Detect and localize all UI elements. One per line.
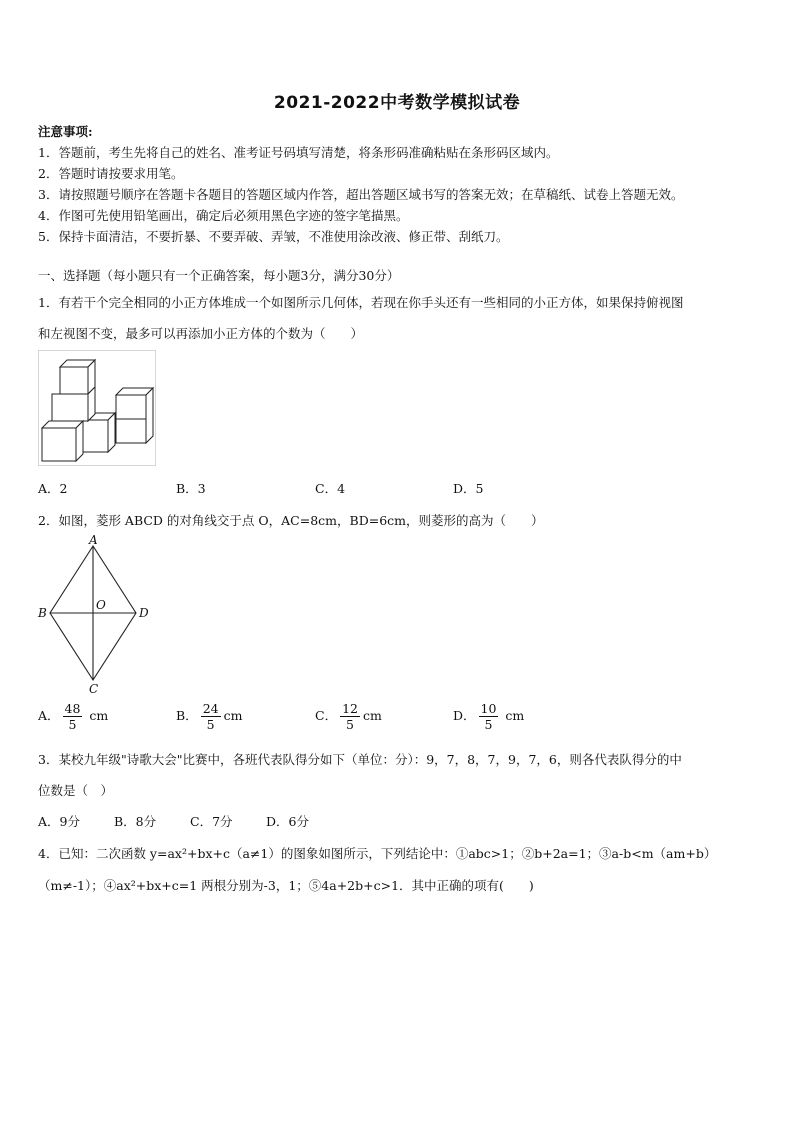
page-title: 2021-2022中考数学模拟试卷 (273, 93, 521, 113)
q2-option-d-unit: cm (505, 708, 525, 723)
q1-option-b[interactable]: B．3 (176, 481, 206, 496)
q1-option-c[interactable]: C．4 (315, 481, 346, 496)
q4-text-line2: （m≠-1）；④ax²+bx+c=1 两根分别为-3，1；⑤4a+2b+c>1．其中正确的项有( ) (38, 878, 534, 893)
q2-option-d-letter: D． (453, 708, 476, 723)
note-item-4: 4．作图可先使用铅笔画出，确定后必须用黑色字迹的签字笔描黑。 (38, 208, 409, 223)
vertex-label-a: A (89, 533, 98, 547)
q1-option-d[interactable]: D．5 (453, 481, 484, 496)
q2-option-c-letter: C． (315, 708, 338, 723)
q2-option-a[interactable] (38, 701, 108, 732)
q2-option-a-letter: A． (38, 708, 60, 723)
vertex-label-c: C (89, 682, 99, 696)
section-heading: 一、选择题（每小题只有一个正确答案，每小题3分，满分30分） (38, 268, 400, 283)
q2-option-b-fraction (201, 701, 221, 732)
note-item-1: 1．答题前，考生先将自己的姓名、准考证号码填写清楚，将条形码准确粘贴在条形码区域内。 (38, 145, 559, 160)
rhombus-figure (36, 532, 156, 698)
q2-option-b-numerator: 24 (202, 701, 219, 716)
q2-option-d-numerator: 10 (480, 701, 497, 716)
q2-option-b[interactable] (176, 701, 242, 732)
vertex-label-b: B (38, 606, 47, 620)
cubes-figure (38, 350, 156, 466)
q2-option-a-unit: cm (89, 708, 109, 723)
q2-option-c-denominator: 5 (346, 717, 354, 732)
q3-option-a[interactable]: A．9分 (38, 814, 80, 829)
q2-option-c[interactable] (315, 701, 382, 732)
q2-option-d-fraction (479, 701, 499, 732)
q2-option-c-numerator: 12 (342, 701, 358, 716)
center-label-o: O (96, 598, 106, 612)
vertex-label-d: D (139, 606, 149, 620)
q2-option-a-denominator: 5 (68, 717, 77, 732)
note-item-2: 2．答题时请按要求用笔。 (38, 166, 184, 181)
q3-option-d[interactable]: D．6分 (266, 814, 309, 829)
q1-option-a[interactable]: A．2 (38, 481, 68, 496)
q2-option-b-denominator: 5 (206, 717, 215, 732)
q2-option-c-fraction (340, 701, 360, 732)
q2-option-b-unit: cm (223, 708, 243, 723)
q1-text-line1: 1．有若干个完全相同的小正方体堆成一个如图所示几何体，若现在你手头还有一些相同的小正方体，如果保持俯视图 (38, 295, 684, 310)
q3-text-line2: 位数是（ ） (38, 783, 114, 798)
q2-option-a-numerator: 48 (64, 701, 81, 716)
q3-option-c[interactable]: C．7分 (190, 814, 233, 829)
note-item-3: 3．请按照题号顺序在答题卡各题目的答题区域内作答，超出答题区域书写的答案无效；在草稿纸、试卷上答题无效。 (38, 187, 684, 202)
q1-text-line2: 和左视图不变，最多可以再添加小正方体的个数为（ ） (38, 326, 364, 341)
q2-text: 2．如图，菱形 ABCD 的对角线交于点 O，AC=8cm，BD=6cm，则菱形的高为（ ） (38, 513, 544, 528)
q3-text-line1: 3．某校九年级"诗歌大会"比赛中，各班代表队得分如下（单位：分）：9，7，8，7，9，7，6，则各代表队得分的中 (38, 752, 682, 767)
notes-heading: 注意事项: (38, 124, 93, 139)
q2-option-a-fraction (63, 701, 83, 732)
q4-text-line1: 4．已知：二次函数 y=ax²+bx+c（a≠1）的图象如图所示，下列结论中：①abc>1；②b+2a=1；③a-b<m（am+b） (38, 846, 717, 861)
q2-option-b-letter: B． (176, 708, 198, 723)
q2-option-c-unit: cm (362, 708, 382, 723)
q3-option-b[interactable]: B．8分 (114, 814, 157, 829)
note-item-5: 5．保持卡面清洁，不要折暴、不要弄破、弄皱，不准使用涂改液、修正带、刮纸刀。 (38, 229, 509, 244)
q2-option-d-denominator: 5 (484, 717, 493, 732)
q2-option-d[interactable] (453, 701, 524, 732)
